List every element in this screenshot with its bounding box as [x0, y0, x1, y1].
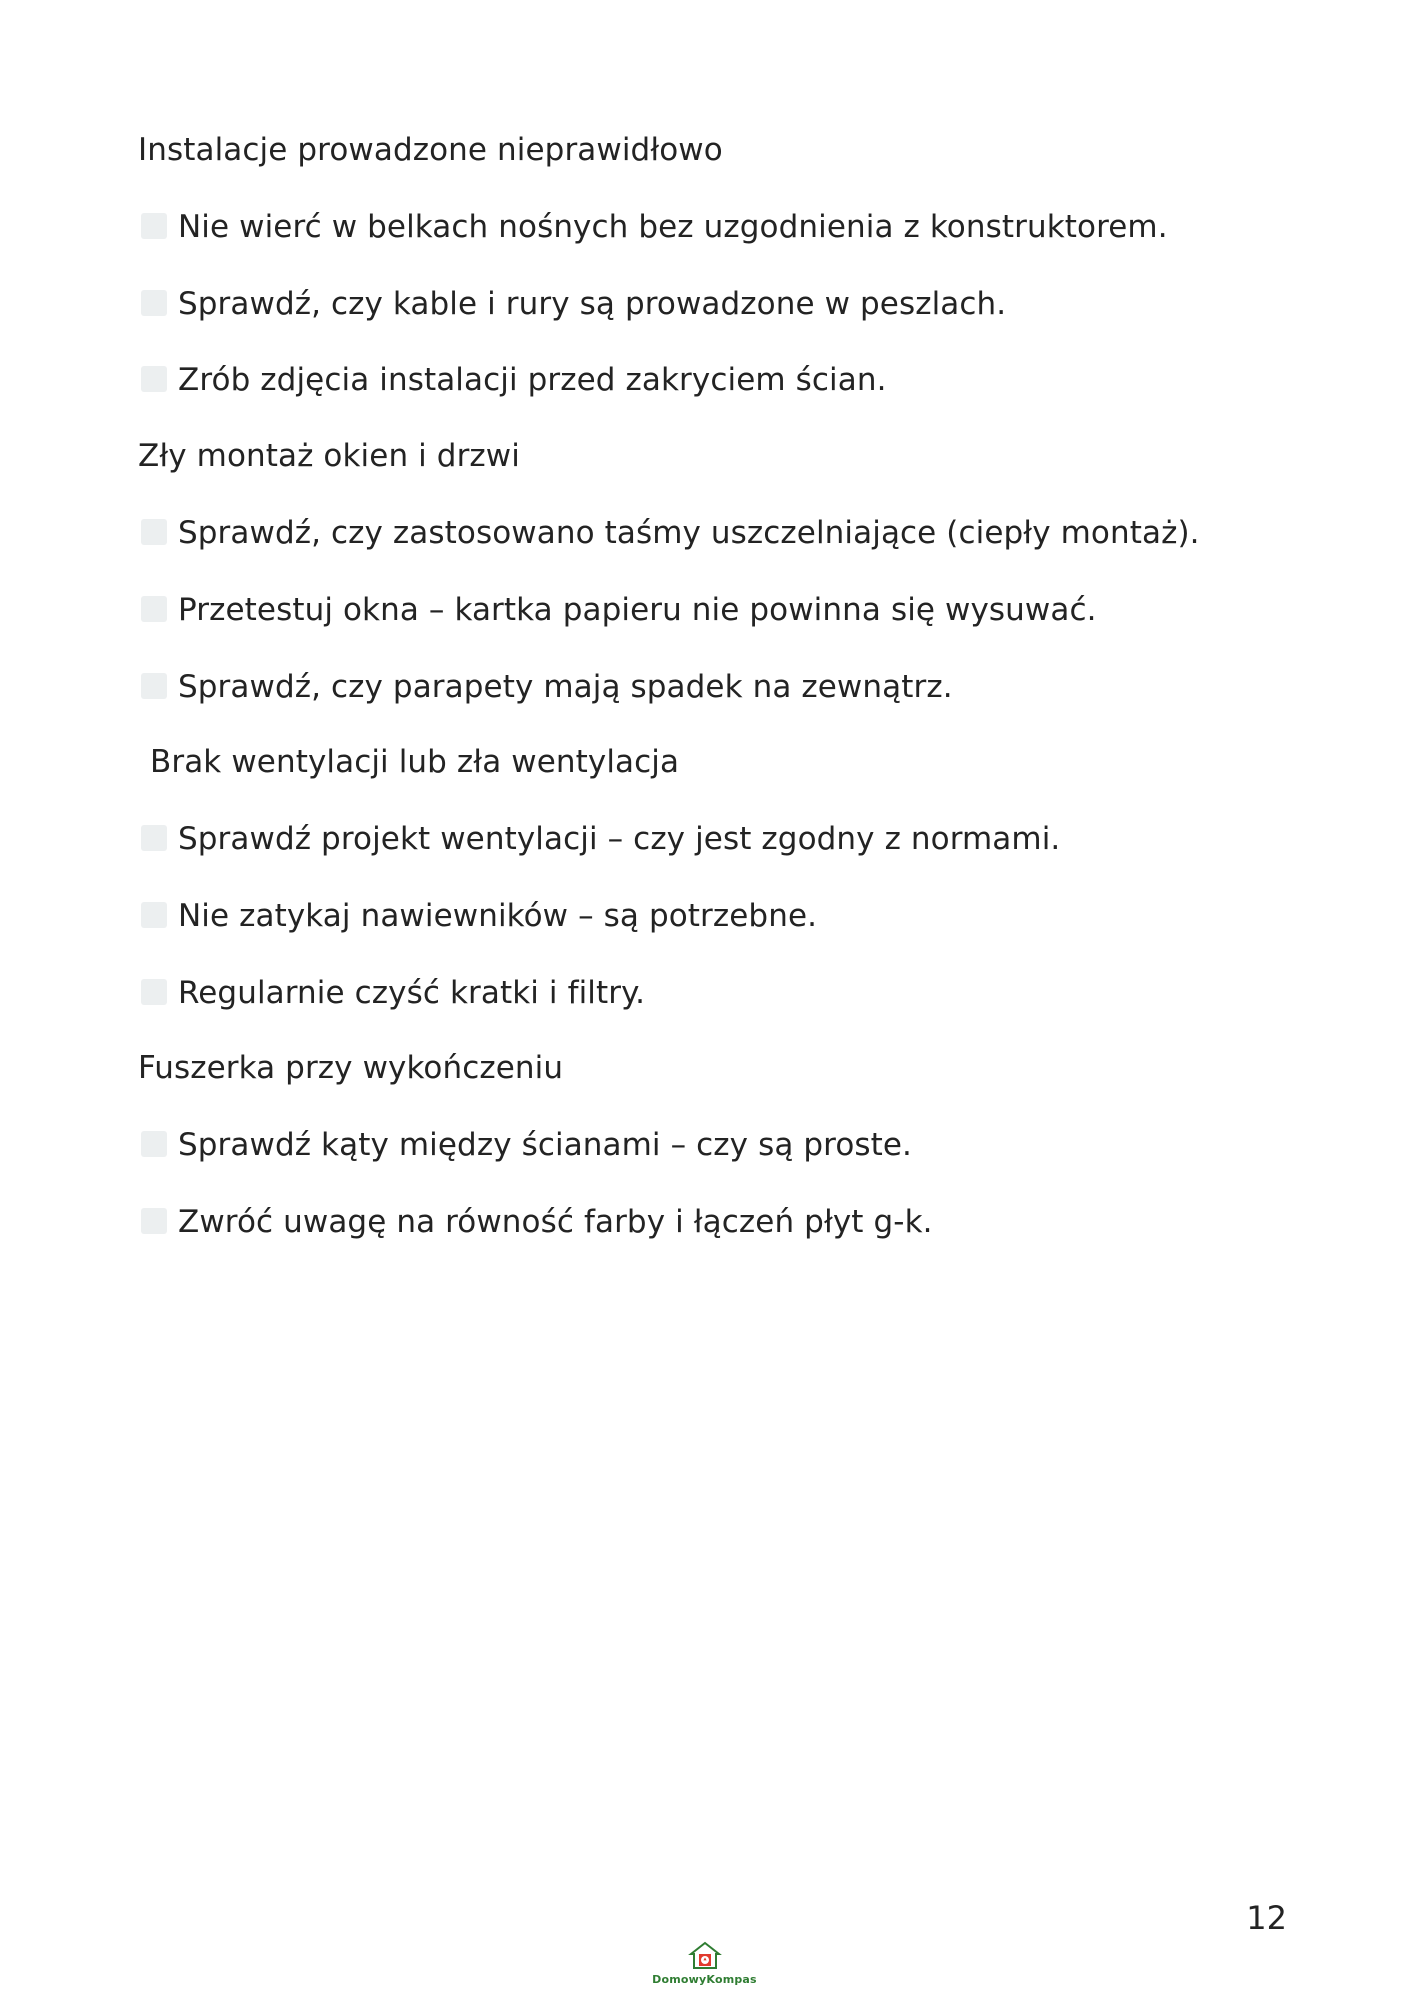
checkbox-icon[interactable]: [141, 213, 167, 239]
section-heading: Fuszerka przy wykończeniu: [138, 1050, 564, 1087]
section-heading: Zły montaż okien i drzwi: [138, 438, 520, 475]
page-number: 12: [1246, 1899, 1287, 1937]
checklist-item[interactable]: [138, 666, 1274, 709]
checklist-content: [138, 130, 1274, 1244]
checklist-item[interactable]: [138, 895, 1274, 938]
checklist-item[interactable]: [138, 283, 1274, 326]
checklist-item[interactable]: [138, 1201, 1274, 1244]
checkbox-icon[interactable]: [141, 979, 167, 1005]
footer-logo: [0, 1941, 1409, 1986]
house-logo-icon: [688, 1941, 722, 1971]
checklist-item-label: Zrób zdjęcia instalacji przed zakryciem ścian.: [178, 362, 887, 399]
checklist-item[interactable]: [138, 818, 1274, 861]
checkbox-icon[interactable]: [141, 902, 167, 928]
checklist-item-label: Nie zatykaj nawiewników – są potrzebne.: [178, 897, 818, 934]
checklist-item-label: Sprawdź, czy kable i rury są prowadzone w peszlach.: [178, 285, 1007, 322]
checkbox-icon[interactable]: [141, 290, 167, 316]
checklist-item[interactable]: [138, 972, 1274, 1015]
checkbox-icon[interactable]: [141, 596, 167, 622]
checkbox-icon[interactable]: [141, 519, 167, 545]
checkbox-icon[interactable]: [141, 1208, 167, 1234]
brand-name: DomowyKompas: [652, 1973, 757, 1986]
checkbox-icon[interactable]: [141, 825, 167, 851]
checklist-item[interactable]: [138, 512, 1274, 555]
checklist-item[interactable]: [138, 1124, 1274, 1167]
checklist-item-label: Sprawdź kąty między ścianami – czy są proste.: [178, 1127, 913, 1164]
checklist-item-label: Nie wierć w belkach nośnych bez uzgodnienia z konstruktorem.: [178, 208, 1168, 245]
checklist-item[interactable]: [138, 589, 1274, 632]
section-heading: Instalacje prowadzone nieprawidłowo: [138, 132, 723, 168]
checklist-item-label: Regularnie czyść kratki i filtry.: [178, 974, 646, 1011]
checkbox-icon[interactable]: [141, 673, 167, 699]
checklist-item[interactable]: [138, 206, 1274, 249]
checklist-item[interactable]: [138, 359, 1274, 402]
checklist-item-label: Sprawdź, czy parapety mają spadek na zewnątrz.: [178, 668, 953, 705]
checklist-item-label: Sprawdź projekt wentylacji – czy jest zgodny z normami.: [178, 821, 1061, 858]
section-heading: Brak wentylacji lub zła wentylacja: [150, 744, 680, 781]
checklist-item-label: Przetestuj okna – kartka papieru nie powinna się wysuwać.: [178, 591, 1097, 628]
checkbox-icon[interactable]: [141, 1131, 167, 1157]
checklist-item-label: Zwróć uwagę na równość farby i łączeń płyt g-k.: [178, 1204, 933, 1241]
checklist-item-label: Sprawdź, czy zastosowano taśmy uszczelniające (ciepły montaż).: [178, 514, 1200, 551]
checkbox-icon[interactable]: [141, 366, 167, 392]
